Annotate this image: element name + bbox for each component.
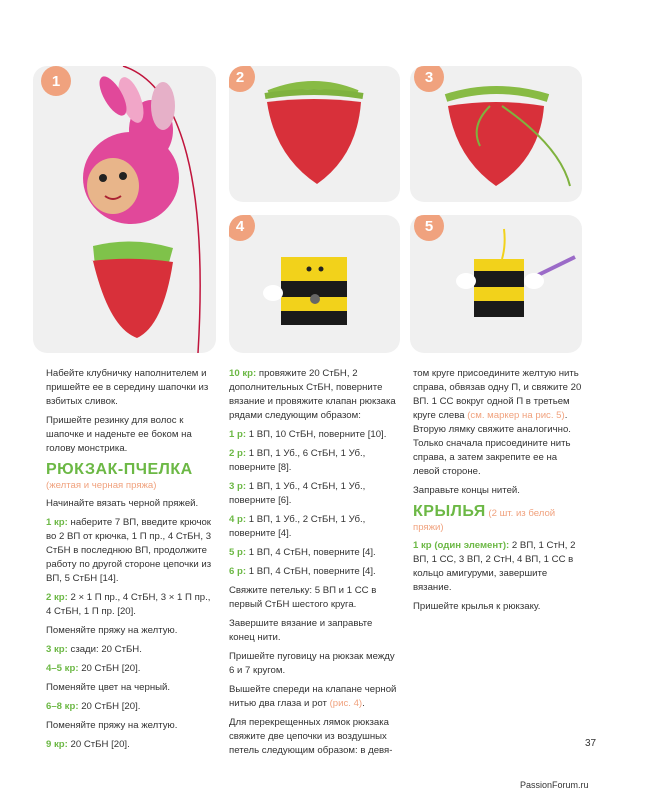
- round-text: сзади: 20 СтБН.: [67, 644, 142, 655]
- section-heading-backpack: РЮКЗАК-ПЧЕЛКА: [46, 461, 193, 478]
- round-label: 10 кр:: [229, 368, 257, 379]
- round-text: 2 × 1 П пр., 4 СтБН, 3 × 1 П пр., 4 СтБН, 1 П пр. [20].: [46, 592, 211, 617]
- paragraph-tuck-ends: Заправьте концы нитей.: [413, 485, 520, 496]
- row-label: 6 р:: [229, 566, 247, 577]
- row-text: 1 ВП, 1 Уб., 6 СтБН, 1 Уб., поверните [8].: [229, 448, 366, 473]
- round-label: 3 кр:: [46, 644, 68, 655]
- row-label: 1 р:: [229, 429, 247, 440]
- row-label: 2 р:: [229, 448, 247, 459]
- row-label: 3 р:: [229, 481, 247, 492]
- step-number-badge: 5: [414, 215, 444, 241]
- photo-3-strawberry-bag-tied: [410, 66, 582, 202]
- paragraph-button: Пришейте пуговицу на рюкзак между 6 и 7 кругом.: [229, 651, 395, 676]
- round-text: 20 СтБН [20].: [67, 739, 130, 750]
- paragraph-change-color: Поменяйте цвет на черный.: [46, 682, 171, 693]
- round-label: 6–8 кр:: [46, 701, 79, 712]
- paragraph-intro-1: Набейте клубничку наполнителем и пришейте ее в середину шапочки из взбитых сливок.: [46, 368, 209, 407]
- photo-4-bee-backpack-front: [229, 215, 400, 353]
- photo-1-monster-strawberry: [33, 66, 216, 353]
- round-label: 2 кр:: [46, 592, 68, 603]
- figure-reference: (см. маркер на рис. 5): [467, 410, 565, 421]
- section-subheading-wings: (2 шт. из белой пряжи): [413, 508, 556, 533]
- row-1: [229, 428, 399, 442]
- paragraph-change-yarn-2: Поменяйте пряжу на желтую.: [46, 720, 178, 731]
- step-number-badge: 3: [414, 66, 444, 92]
- paragraph-change-yarn-1: Поменяйте пряжу на желтую.: [46, 625, 178, 636]
- round-text: провяжите 20 СтБН, 2 дополнительных СтБН, поверните вязание и провяжите клапан рюкзака рядами следующим образом:: [229, 368, 396, 421]
- row-4: [229, 513, 399, 541]
- round-2: [46, 591, 212, 619]
- monster-in-strawberry-illustration: [33, 66, 216, 353]
- photo-5-bee-backpack-straps: [410, 215, 582, 353]
- paragraph-straps-continued: том круге присоедините желтую нить справа, обвязав одну П, и свяжите 20 ВП. 1 СС вокруг одной П в третьем круге слева (см. маркер на рис. 5). Вторую лямку свяжите аналогично. Только сначала присоедините нить справа, а затем закрепите ее на левой стороне.: [413, 368, 582, 477]
- round-label: 1 кр (один элемент):: [413, 540, 510, 551]
- step-number-badge: 2: [229, 66, 255, 92]
- row-text: 1 ВП, 1 Уб., 4 СтБН, 1 Уб., поверните [6].: [229, 481, 366, 506]
- row-text: 1 ВП, 1 Уб., 2 СтБН, 1 Уб., поверните [4].: [229, 514, 366, 539]
- round-text: наберите 7 ВП, введите крючок во 2 ВП от крючка, 1 П пр., 4 СтБН, 3 СтБН в последнюю ВП, продолжите работу по другой стороне цепочки из ВП, 5 СтБН [14].: [46, 517, 212, 584]
- watermark: PassionForum.ru: [520, 780, 589, 790]
- wings-round-1: [413, 539, 583, 595]
- page-number: 37: [585, 738, 597, 749]
- row-2: [229, 447, 399, 475]
- round-text: 2 ВП, 1 СтН, 2 ВП, 1 СС, 3 ВП, 2 СтН, 4 ВП, 1 СС в кольцо амигуруми, завершите вязание.: [413, 540, 576, 593]
- round-9: [46, 738, 212, 752]
- row-text: 1 ВП, 4 СтБН, поверните [4].: [246, 566, 376, 577]
- text-column-3: [413, 367, 583, 619]
- figure-reference: (рис. 4): [329, 698, 363, 709]
- row-5: [229, 546, 399, 560]
- row-label: 5 р:: [229, 547, 247, 558]
- round-1: [46, 516, 212, 586]
- paragraph-start: Начинайте вязать черной пряжей.: [46, 498, 199, 509]
- section-heading-wings-row: [413, 503, 583, 535]
- row-6: [229, 565, 399, 579]
- row-label: 4 р:: [229, 514, 247, 525]
- strawberry-bag-illustration: [229, 66, 400, 202]
- paragraph-attach-wings: Пришейте крылья к рюкзаку.: [413, 601, 541, 612]
- round-6-8: [46, 700, 212, 714]
- section-heading-wings: КРЫЛЬЯ: [413, 503, 486, 520]
- round-4-5: [46, 662, 212, 676]
- text-column-2: [229, 367, 399, 763]
- row-text: 1 ВП, 4 СтБН, поверните [4].: [246, 547, 376, 558]
- paragraph-finish: Завершите вязание и заправьте конец нити.: [229, 618, 373, 643]
- round-text: 20 СтБН [20].: [78, 663, 141, 674]
- paragraph-intro-2: Пришейте резинку для волос к шапочке и наденьте ее боком на голову монстрика.: [46, 415, 192, 454]
- step-number-badge: 1: [41, 66, 71, 96]
- round-10: [229, 367, 399, 423]
- paragraph-embroider: Вышейте спереди на клапане черной нитью два глаза и рот (рис. 4).: [229, 684, 397, 709]
- paragraph-loop: Свяжите петельку: 5 ВП и 1 СС в первый СтБН шестого круга.: [229, 585, 377, 610]
- bee-backpack-front-illustration: [229, 215, 400, 353]
- row-3: [229, 480, 399, 508]
- paragraph-straps: Для перекрещенных лямок рюкзака свяжите две цепочки из воздушных петель следующим образом: в девя-: [229, 717, 393, 756]
- round-label: 1 кр:: [46, 517, 68, 528]
- photo-2-strawberry-bag: [229, 66, 400, 202]
- round-label: 9 кр:: [46, 739, 68, 750]
- section-subheading-backpack: (желтая и черная пряжа): [46, 480, 157, 491]
- step-number-badge: 4: [229, 215, 255, 241]
- round-text: 20 СтБН [20].: [78, 701, 141, 712]
- round-label: 4–5 кр:: [46, 663, 79, 674]
- round-3: [46, 643, 212, 657]
- row-text: 1 ВП, 10 СтБН, поверните [10].: [246, 429, 387, 440]
- text-column-1: [46, 367, 212, 757]
